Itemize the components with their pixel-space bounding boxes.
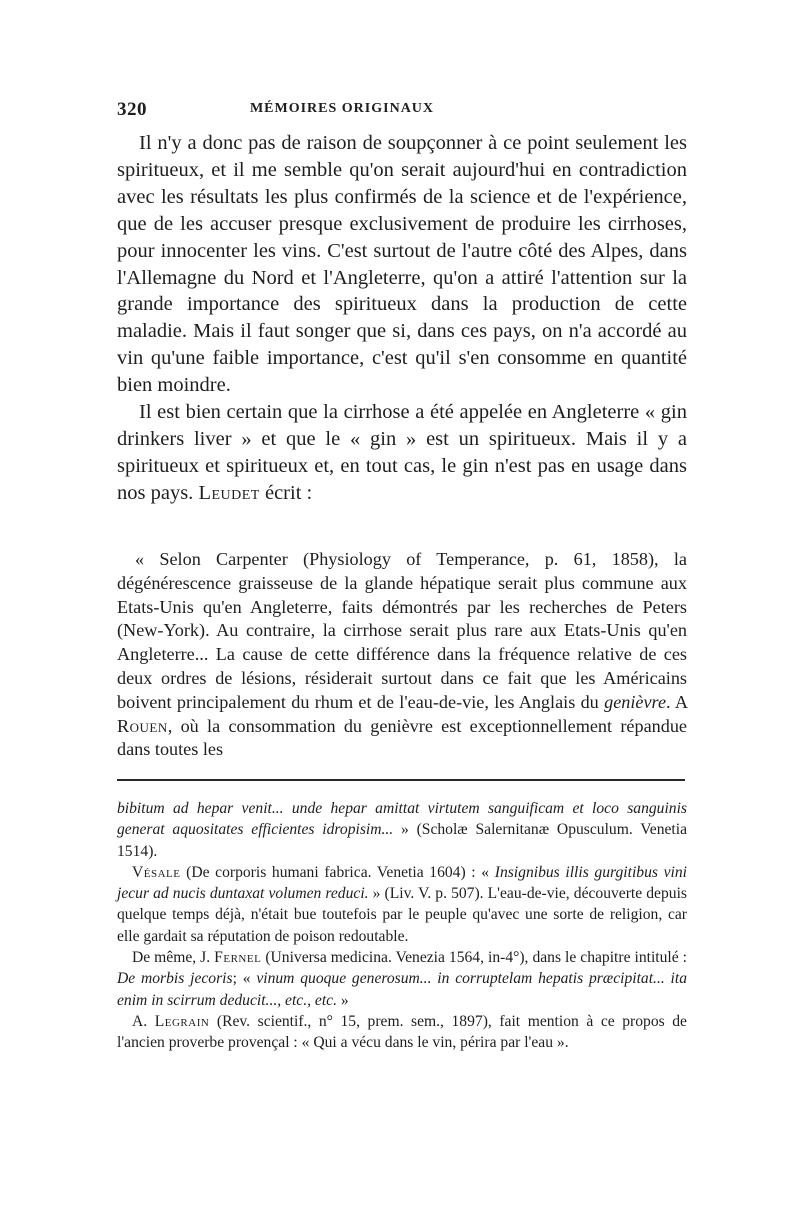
block-quote <box>117 548 687 762</box>
footnote-3-text-4: » <box>340 991 349 1009</box>
footnote-2-text-2: » (Liv. V. p. 507). L'eau-de-vie, découverte depuis quelque temps déjà, n'était bue toutefois par le peuple qu'avec une sorte de religion, car elle gardait sa réputation de poison redoutable. <box>117 885 687 945</box>
footnotes <box>117 798 687 1054</box>
footnote-1 <box>117 798 687 862</box>
page-number: 320 <box>117 99 147 120</box>
quote-text-2: . A <box>666 691 688 712</box>
author-name: Leudet <box>198 481 260 504</box>
footnote-3-author: Fernel <box>214 949 262 967</box>
quote-text: « Selon Carpenter (Physiology of Temperance, p. 61, 1858), la dégénérescence graisseuse de la glande hépatique serait plus commune aux Etats-Unis qu'en Angleterre, faits démontrés par les recherches de Peters (New-York). Au contraire, la cirrhose serait plus rare aux Etats-Unis qu'en Angleterre... La cause de cette différence dans la fréquence relative de ces deux ordres de lésions, résiderait surtout dans ce fait que les Américains boivent principalement du rhum et de l'eau-de-vie, les Anglais du <box>117 549 687 712</box>
footnote-2-text: (De corporis humani fabrica. Venetia 1604) : « <box>186 863 490 881</box>
footnote-3-text: De même, J. <box>132 949 211 967</box>
quote-place-name: Rouen <box>117 715 168 736</box>
quote-text-3: , où la consommation du genièvre est exceptionnellement répandue dans toutes les <box>117 715 687 760</box>
footnote-2 <box>117 862 687 947</box>
footnote-3 <box>117 947 687 1011</box>
quote-paragraph <box>117 548 687 762</box>
page-header <box>117 99 687 125</box>
quote-italic-term: genièvre <box>604 691 667 712</box>
footnote-4-text-2: (Rev. scientif., n° 15, prem. sem., 1897), fait mention à ce propos de l'ancien proverbe provençal : « Qui a vécu dans le vin, périra par l'eau ». <box>117 1012 687 1052</box>
running-title: MÉMOIRES ORIGINAUX <box>249 101 435 116</box>
paragraph-2-end: écrit : <box>264 481 313 504</box>
footnote-4 <box>117 1011 687 1054</box>
footnote-2-author: Vésale <box>132 863 181 881</box>
footnote-3-latin-2: vinum quoque generosum... in corruptelam hepatis præcipitat... ita enim in scirrum deducit..., etc., etc. <box>117 970 688 1009</box>
footnote-1-latin: bibitum ad hepar venit... unde hepar amittat virtutem sanguificam et loco sanguinis generat aquositates efficientes idropisim... <box>117 800 687 839</box>
footnote-4-author: Legrain <box>154 1012 210 1030</box>
paragraph-2 <box>117 399 687 507</box>
footnote-3-text-2: (Universa medicina. Venezia 1564, in-4°), dans le chapitre intitulé : <box>265 949 688 967</box>
footnote-divider <box>117 779 685 781</box>
main-text <box>117 130 687 507</box>
footnote-2-latin: Insignibus illis gurgitibus vini jecur ad nucis duntaxat volumen reduci. <box>117 863 687 903</box>
footnote-4-text: A. <box>132 1012 148 1030</box>
paragraph-2-text: Il est bien certain que la cirrhose a été appelée en Angleterre « gin drinkers liver » et que le « gin » est un spiritueux. Mais il y a spiritueux et spiritueux et, en tout cas, le gin n'est pas en usage dans nos pays. <box>117 401 687 504</box>
footnote-3-latin: De morbis jecoris <box>117 970 233 988</box>
paragraph-1: Il n'y a donc pas de raison de soupçonner à ce point seulement les spiritueux, et il me semble qu'on serait aujourd'hui en contradiction avec les résultats les plus confirmés de la science et de l'expérience, que de les accuser presque exclusivement de produire les cirrhoses, pour innocenter les vins. C'est surtout de l'autre côté des Alpes, dans l'Allemagne du Nord et l'Angleterre, qu'on a attiré l'attention sur la grande importance des spiritueux dans la production de cette maladie. Mais il faut songer que si, dans ces pays, on n'a accordé au vin qu'une faible importance, c'est qu'il s'en consomme en quantité bien moindre. <box>117 132 687 397</box>
footnote-3-text-3: ; « <box>232 970 251 988</box>
footnote-1-text: » (Scholæ Salernitanæ Opusculum. Venetia 1514). <box>117 821 688 860</box>
